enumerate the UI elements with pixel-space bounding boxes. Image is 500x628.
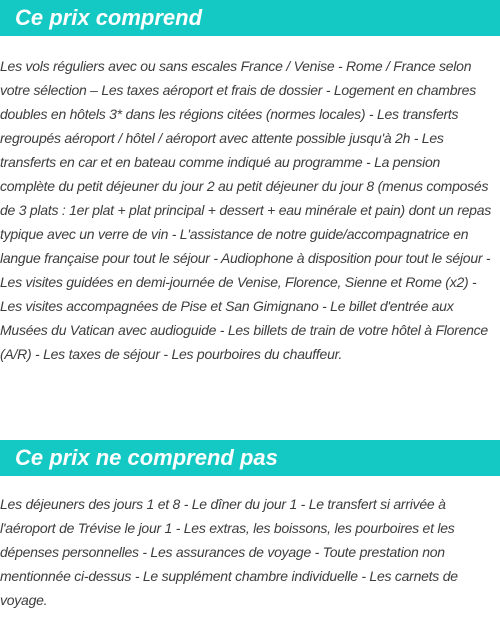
includes-section-title: Ce prix comprend bbox=[15, 5, 203, 30]
excludes-section-header bbox=[0, 440, 500, 476]
excludes-section-title: Ce prix ne comprend pas bbox=[15, 445, 278, 470]
includes-section-text: Les vols réguliers avec ou sans escales France / Venise - Rome / France selon votre sélection – Les taxes aéroport et frais de dossier - Logement en chambres doubles en hôtels 3* dans les régions citées (normes locales) - Les transferts regroupés aéroport / hôtel / aéroport avec attente possible jusqu'à 2h - Les transferts en car et en bateau comme indiqué au programme - La pension complète du petit déjeuner du jour 2 au petit déjeuner du jour 8 (menus composés de 3 plats : 1er plat + plat principal + dessert + eau minérale et pain) dont un repas typique avec un verre de vin - L'assistance de notre guide/accompagnatrice en langue française pour tout le séjour - Audiophone à disposition pour tout le séjour - Les visites guidées en demi-journée de Venise, Florence, Sienne et Rome (x2) - Les visites accompagnées de Pise et San Gimignano - Le billet d'entrée aux Musées du Vatican avec audioguide - Les billets de train de votre hôtel à Florence (A/R) - Les taxes de séjour - Les pourboires du chauffeur. bbox=[0, 58, 491, 362]
excludes-section-text: Les déjeuners des jours 1 et 8 - Le dîner du jour 1 - Le transfert si arrivée à l'aéroport de Trévise le jour 1 - Les extras, les boissons, les pourboires et les dépenses personnelles - Les assurances de voyage - Toute prestation non mentionnée ci-dessus - Le supplément chambre individuelle - Les carnets de voyage. bbox=[0, 496, 458, 608]
includes-section-header bbox=[0, 0, 500, 36]
